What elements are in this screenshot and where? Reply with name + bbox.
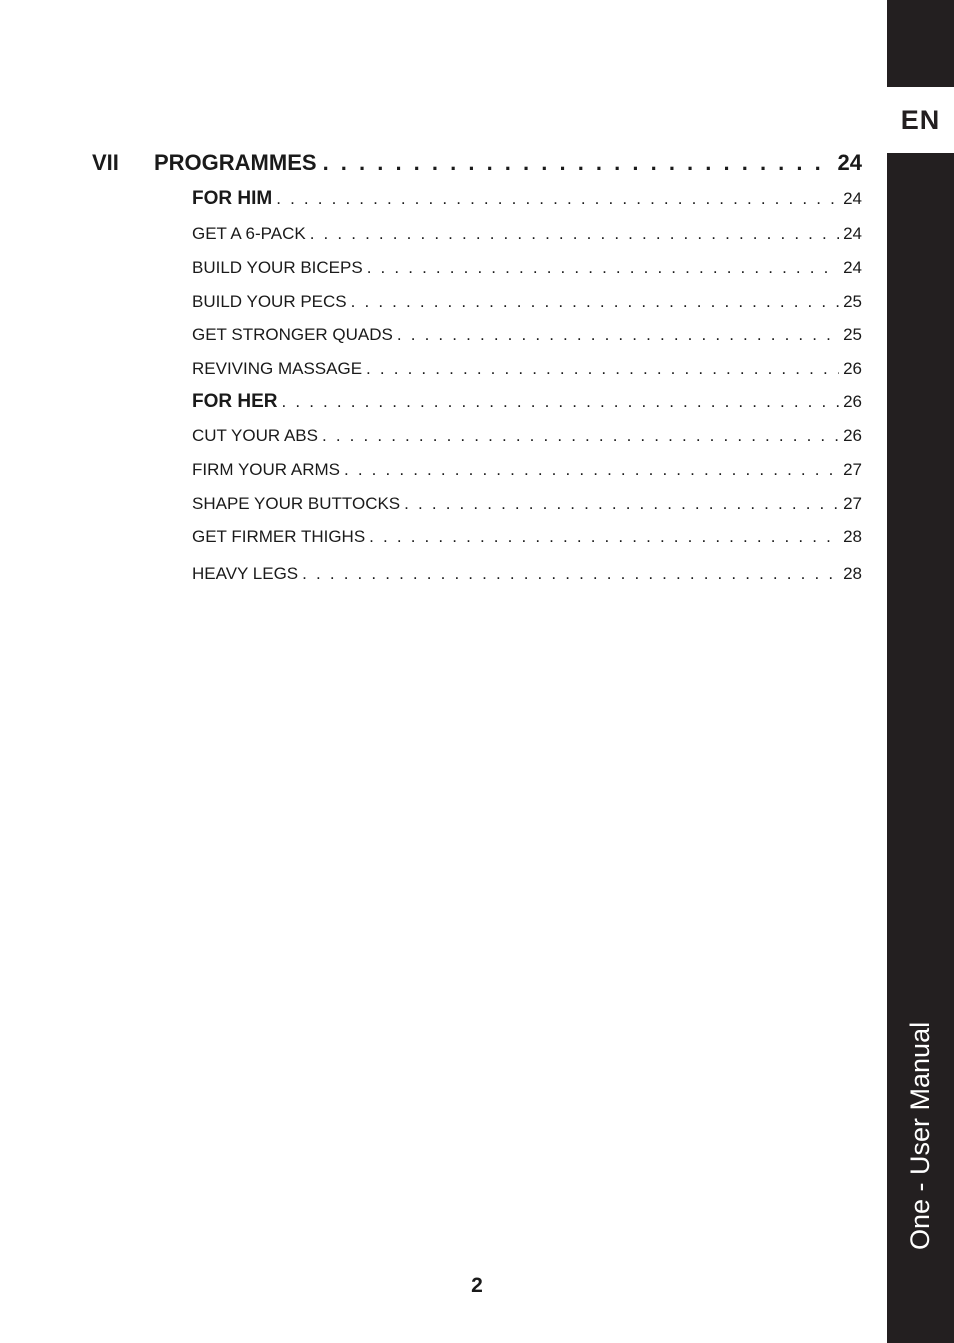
toc-entry-label: GET A 6-PACK <box>192 224 306 243</box>
page-number: 2 <box>471 1274 483 1297</box>
chapter-number: VII <box>92 150 119 175</box>
toc-entry-page: 28 <box>843 527 862 546</box>
dot-leader <box>367 258 839 278</box>
toc-entry-label: CUT YOUR ABS <box>192 426 318 445</box>
toc-entry[interactable] <box>192 426 862 446</box>
toc-entry[interactable] <box>192 564 862 584</box>
dot-leader <box>310 224 839 244</box>
language-tab <box>887 87 954 153</box>
toc-entry-label: SHAPE YOUR BUTTOCKS <box>192 494 401 513</box>
toc-entry-page: 26 <box>843 392 862 411</box>
toc-entry[interactable] <box>192 325 862 345</box>
chapter-title: PROGRAMMES <box>154 150 317 175</box>
toc-entry-label: FOR HIM <box>192 188 273 209</box>
dot-leader <box>302 564 839 584</box>
dot-leader <box>397 325 839 345</box>
toc-entry[interactable] <box>192 460 862 480</box>
toc-entry-page: 27 <box>843 494 862 513</box>
toc-entry-label: REVIVING MASSAGE <box>192 359 363 378</box>
toc-entry-label: GET FIRMER THIGHS <box>192 527 366 546</box>
dot-leader <box>404 494 839 514</box>
toc-entry[interactable] <box>192 188 862 210</box>
toc-entry-page: 24 <box>843 224 862 243</box>
toc-chapter[interactable] <box>92 150 862 176</box>
toc-entry[interactable] <box>192 494 862 514</box>
toc-entry[interactable] <box>192 224 862 244</box>
dot-leader <box>351 292 839 312</box>
dot-leader <box>369 527 839 547</box>
toc-entry-page: 26 <box>843 426 862 445</box>
chapter-heading <box>92 150 317 176</box>
toc-entry[interactable] <box>192 391 862 413</box>
toc-entry-page: 27 <box>843 460 862 479</box>
toc-entry-label: BUILD YOUR BICEPS <box>192 258 363 277</box>
dot-leader <box>282 392 840 412</box>
toc-entry-page: 25 <box>843 325 862 344</box>
toc-entry-label: HEAVY LEGS <box>192 564 299 583</box>
toc-entry[interactable] <box>192 527 862 547</box>
toc-entry-label: GET STRONGER QUADS <box>192 325 393 344</box>
language-label: EN <box>900 104 941 135</box>
toc-entry-page: 28 <box>843 564 862 583</box>
dot-leader <box>344 460 839 480</box>
chapter-page: 24 <box>837 150 862 175</box>
toc-entry[interactable] <box>192 359 862 379</box>
toc-entry-page: 25 <box>843 292 862 311</box>
dot-leader <box>366 359 839 379</box>
toc-entry-label: BUILD YOUR PECS <box>192 292 347 311</box>
toc-entry[interactable] <box>192 292 862 312</box>
dot-leader <box>322 426 839 446</box>
toc-entry[interactable] <box>192 258 862 278</box>
toc-entry-page: 26 <box>843 359 862 378</box>
toc-entry-label: FIRM YOUR ARMS <box>192 460 340 479</box>
dot-leader <box>276 189 839 209</box>
dot-leader <box>323 150 832 176</box>
toc-entry-page: 24 <box>843 258 862 277</box>
toc-entry-label: FOR HER <box>192 391 278 412</box>
toc-entry-page: 24 <box>843 189 862 208</box>
manual-title: One - User Manual <box>905 1021 935 1250</box>
